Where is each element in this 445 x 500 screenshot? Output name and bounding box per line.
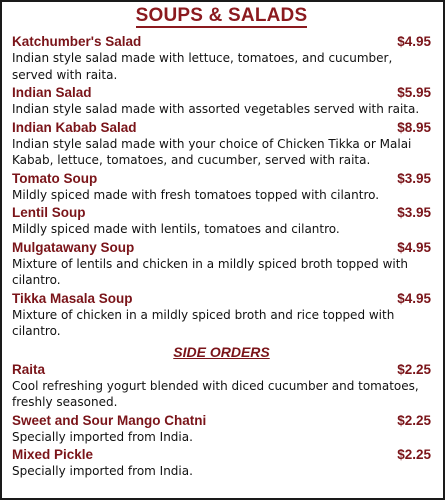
menu-item-lentil-soup [12, 204, 431, 238]
menu-item-price: $2.25 [397, 412, 431, 428]
menu-item-name: Katchumber's Salad [12, 34, 142, 49]
menu-item-description: Mildly spiced made with lentils, tomatoes and cilantro. [12, 222, 340, 236]
menu-item-header [12, 84, 431, 101]
menu-item-price: $3.95 [397, 170, 431, 186]
menu-item-header [12, 361, 431, 378]
menu-item-katchumbers-salad [12, 33, 431, 83]
menu-item-name: Lentil Soup [12, 205, 86, 220]
menu-item-header [12, 33, 431, 50]
menu-item-description: Mixture of chicken in a mildly spiced broth and rice topped with cilantro. [12, 307, 395, 338]
menu-item-name: Tikka Masala Soup [12, 290, 133, 306]
menu-item-description: Specially imported from India. [12, 429, 193, 444]
menu-item-mango-chatni [12, 412, 431, 446]
menu-item-price: $8.95 [397, 119, 431, 135]
menu-item-name: Sweet and Sour Mango Chatni [12, 412, 207, 428]
menu-item-description: Mixture of lentils and chicken in a mildly spiced broth topped with cilantro. [12, 256, 409, 287]
menu-item-description: Indian style salad made with your choice of Chicken Tikka or Malai Kabab, lettuce, tomatoes, and cucumber, served with raita. [12, 136, 412, 167]
menu-item-tomato-soup [12, 170, 431, 204]
menu-item-name: Indian Kabab Salad [12, 119, 137, 135]
menu-item-price: $2.25 [397, 361, 431, 377]
menu-item-name: Raita [12, 361, 46, 377]
menu-item-price: $4.95 [397, 290, 431, 306]
menu-item-description: Indian style salad made with lettuce, tomatoes, and cucumber, served with raita. [12, 51, 393, 82]
menu-item-description: Mildly spiced made with fresh tomatoes topped with cilantro. [12, 187, 380, 202]
menu-item-header [12, 290, 431, 307]
menu-item-price: $4.95 [397, 34, 431, 49]
menu-item-name: Tomato Soup [12, 170, 98, 186]
section-heading [12, 6, 431, 32]
menu-item-header [12, 446, 431, 463]
menu-item-description: Cool refreshing yogurt blended with diced cucumber and tomatoes, freshly seasoned. [12, 378, 419, 409]
menu-item-tikka-masala-soup [12, 290, 431, 340]
menu-item-raita [12, 361, 431, 411]
menu-item-mulgatawany-soup [12, 239, 431, 289]
menu-item-header [12, 119, 431, 136]
menu-item-header [12, 170, 431, 187]
menu-item-description: Specially imported from India. [12, 464, 193, 478]
menu-item-price: $3.95 [397, 205, 431, 220]
side-orders-title: SIDE ORDERS [173, 343, 270, 360]
menu-item-indian-kabab-salad [12, 119, 431, 169]
menu-item-header [12, 204, 431, 221]
section-title: SOUPS & SALADS [135, 5, 308, 26]
side-orders-heading [12, 342, 431, 360]
menu-item-name: Mulgatawany Soup [12, 239, 135, 255]
menu-item-mixed-pickle [12, 446, 431, 480]
menu-item-price: $2.25 [397, 447, 431, 462]
menu-item-price: $4.95 [397, 239, 431, 255]
menu-item-name: Indian Salad [12, 85, 92, 100]
menu-item-name: Mixed Pickle [12, 447, 94, 462]
menu-item-header [12, 412, 431, 429]
menu-item-description: Indian style salad made with assorted vegetables served with raita. [12, 102, 420, 116]
menu-item-indian-salad [12, 84, 431, 118]
menu-item-price: $5.95 [397, 85, 431, 100]
menu-item-header [12, 239, 431, 256]
